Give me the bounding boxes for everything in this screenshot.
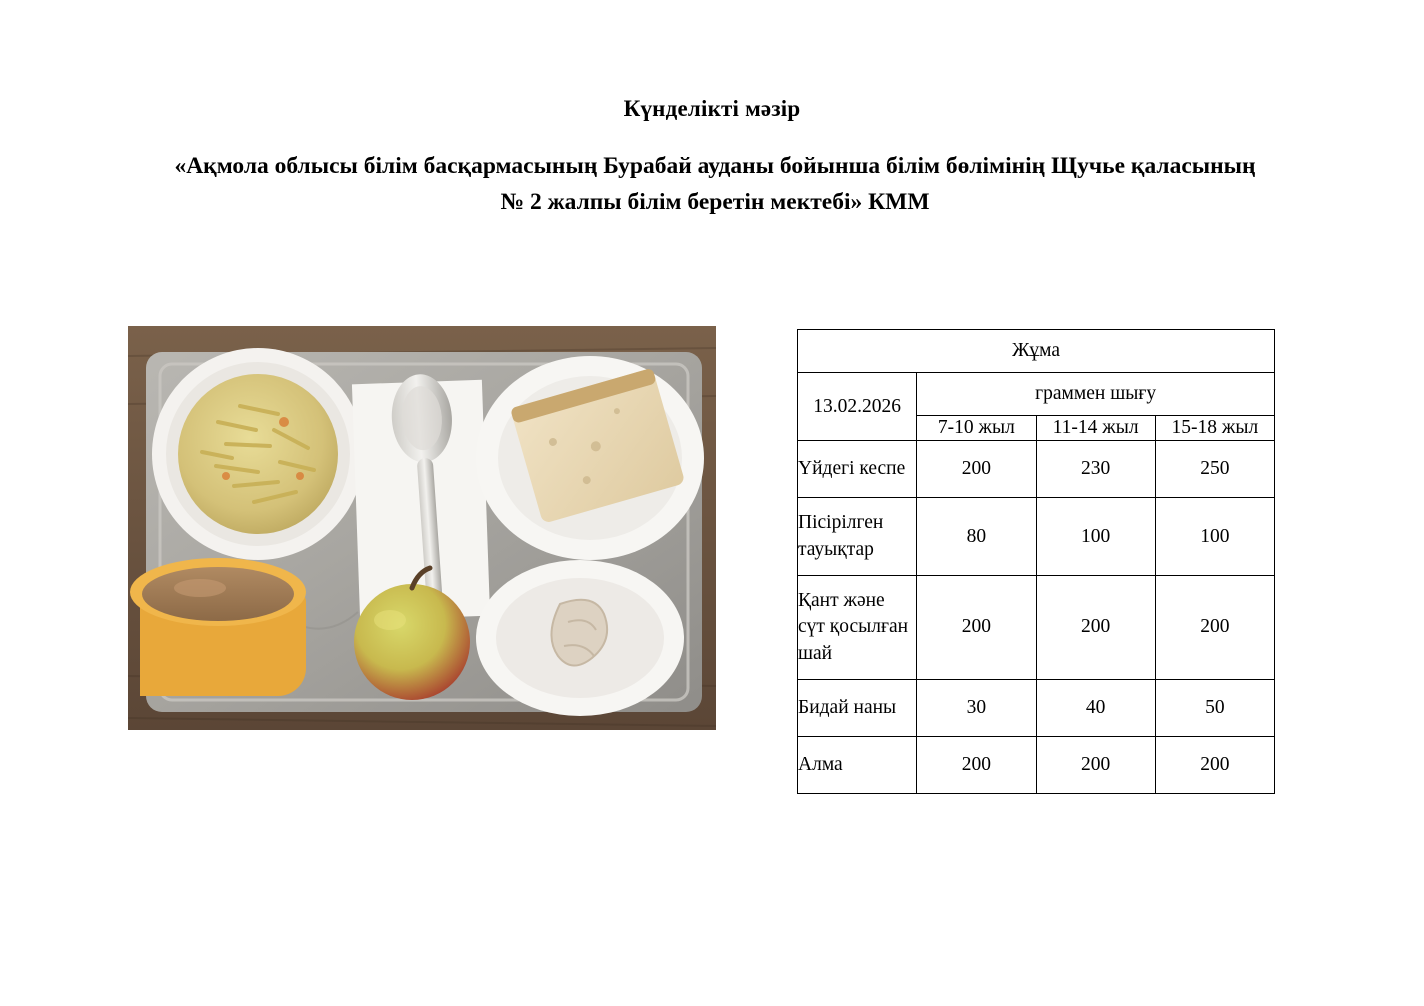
dish-grams-15-18: 100 [1155,498,1274,576]
table-row [798,498,1275,576]
dish-grams-11-14: 40 [1036,679,1155,736]
dish-name: Алма [798,736,917,793]
day-header: Жұма [798,330,1275,373]
table-row [798,679,1275,736]
menu-table [797,329,1275,794]
dish-grams-15-18: 50 [1155,679,1274,736]
table-row [798,576,1275,680]
dish-name: Бидай наны [798,679,917,736]
dish-grams-15-18: 200 [1155,736,1274,793]
dish-grams-11-14: 230 [1036,441,1155,498]
table-row [798,441,1275,498]
dish-grams-7-10: 200 [917,576,1036,680]
dish-grams-15-18: 200 [1155,576,1274,680]
dish-name: Қант және сүт қосылған шай [798,576,917,680]
dish-grams-15-18: 250 [1155,441,1274,498]
date-cell: 13.02.2026 [798,373,917,441]
dish-grams-11-14: 200 [1036,736,1155,793]
table-row [798,736,1275,793]
table-row-grams [798,373,1275,416]
dish-name: Үйдегі кеспе [798,441,917,498]
age-column-7-10: 7-10 жыл [917,416,1036,441]
dish-name: Пісірілген тауықтар [798,498,917,576]
page-subtitle: «Ақмола облысы білім басқармасының Бурабай ауданы бойынша білім бөлімінің Щучье қаласының № 2 жалпы білім беретін мектебі» КММ [174,153,1256,216]
dish-grams-7-10: 200 [917,441,1036,498]
age-column-11-14: 11-14 жыл [1036,416,1155,441]
dish-grams-7-10: 80 [917,498,1036,576]
table-row-day [798,330,1275,373]
page-title: Күнделікті мәзір [623,96,801,121]
dish-grams-11-14: 200 [1036,576,1155,680]
dish-grams-7-10: 200 [917,736,1036,793]
age-column-15-18: 15-18 жыл [1155,416,1274,441]
meal-photo-image [128,326,716,730]
dish-grams-7-10: 30 [917,679,1036,736]
dish-grams-11-14: 100 [1036,498,1155,576]
grams-header: граммен шығу [917,373,1275,416]
meal-photo [128,326,716,730]
